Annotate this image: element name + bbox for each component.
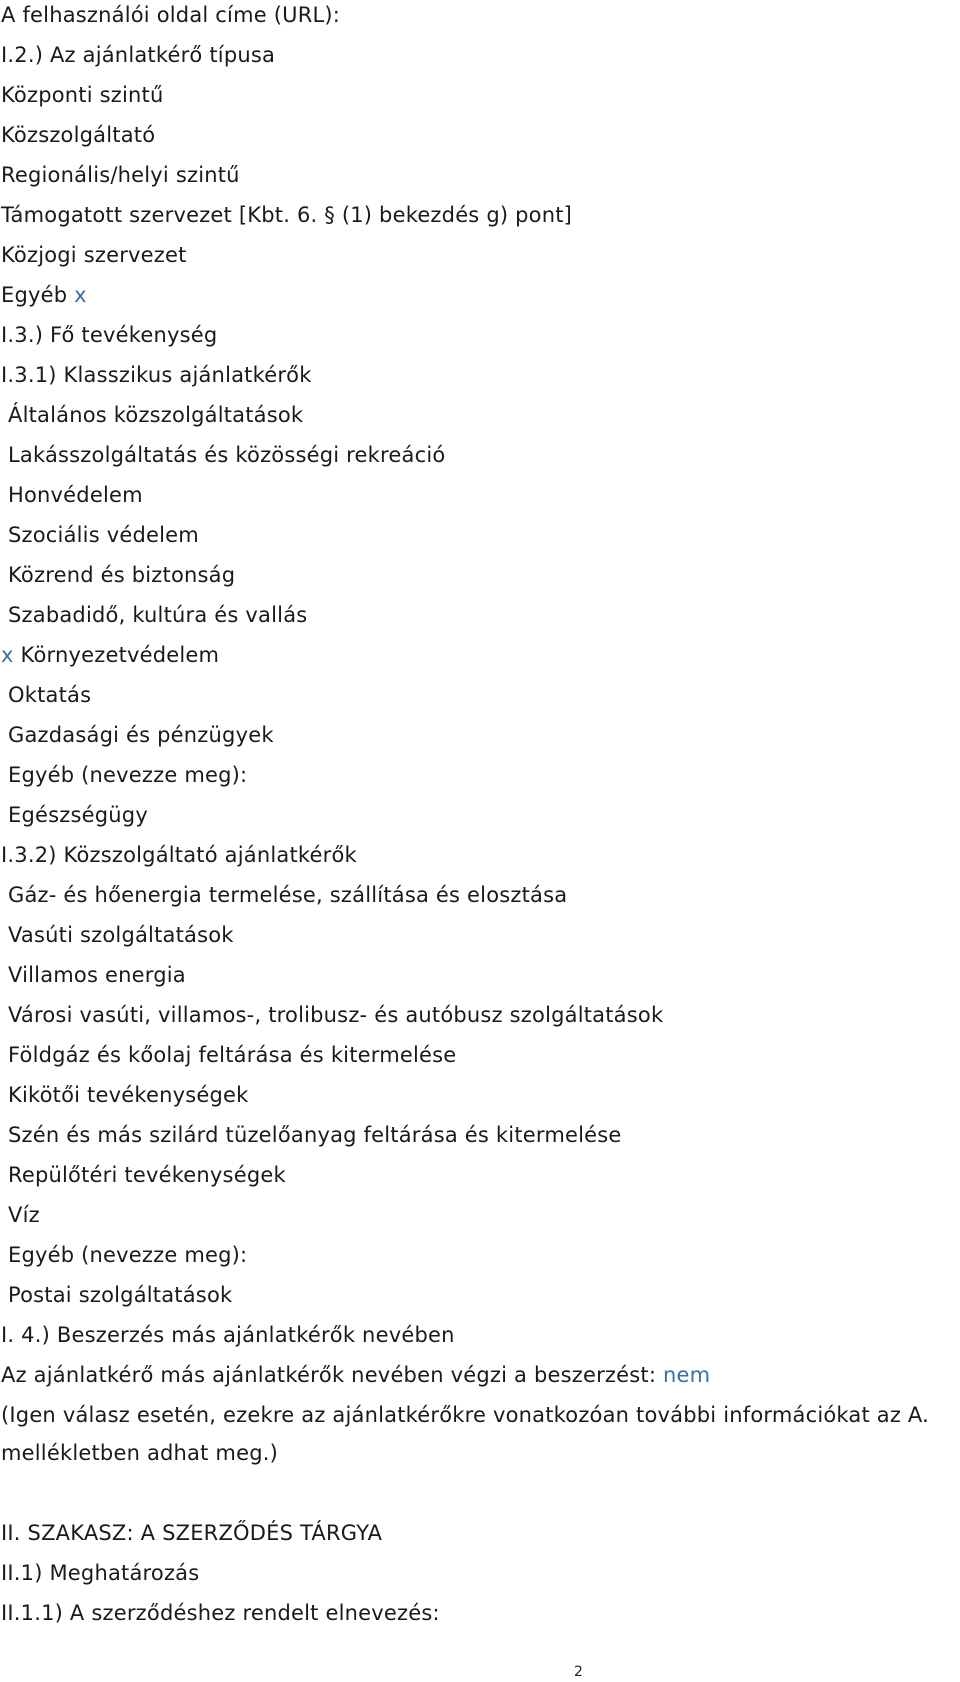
page-number: 2 (574, 1664, 583, 1680)
activity-option: Közrend és biztonság (8, 563, 236, 587)
selected-mark: x (1, 643, 14, 667)
authority-type-option: Közszolgáltató (1, 123, 156, 147)
utility-option: Városi vasúti, villamos-, trolibusz- és autóbusz szolgáltatások (8, 1003, 664, 1027)
section-ii11-heading: II.1.1) A szerződéshez rendelt elnevezés: (1, 1601, 440, 1625)
utility-option: Gáz- és hőenergia termelése, szállítása és elosztása (8, 883, 568, 907)
authority-type-option: Közjogi szervezet (1, 243, 187, 267)
activity-option: Oktatás (8, 683, 92, 707)
section-i2-heading: I.2.) Az ajánlatkérő típusa (1, 43, 276, 67)
utility-option: Egyéb (nevezze meg): (8, 1243, 248, 1267)
joint-procurement-note-line: (Igen válasz esetén, ezekre az ajánlatkérőkre vonatkozóan további információkat az A. (1, 1403, 930, 1427)
section-i31-heading: I.3.1) Klasszikus ajánlatkérők (1, 363, 312, 387)
utility-option: Repülőtéri tevékenységek (8, 1163, 286, 1187)
joint-procurement-question-text: Az ajánlatkérő más ajánlatkérők nevében végzi a beszerzést: (1, 1363, 657, 1387)
utility-option: Postai szolgáltatások (8, 1283, 233, 1307)
authority-type-other-label: Egyéb (1, 283, 68, 307)
joint-procurement-question (1, 1361, 710, 1389)
activity-option: Szabadidő, kultúra és vallás (8, 603, 308, 627)
activity-option: Gazdasági és pénzügyek (8, 723, 274, 747)
authority-type-option: Támogatott szervezet [Kbt. 6. § (1) bekezdés g) pont] (1, 203, 573, 227)
activity-option: Szociális védelem (8, 523, 199, 547)
utility-option: Földgáz és kőolaj feltárása és kitermelése (8, 1043, 457, 1067)
selected-mark: x (74, 283, 87, 307)
authority-type-option: Regionális/helyi szintű (1, 163, 240, 187)
activity-option: Egyéb (nevezze meg): (8, 763, 248, 787)
authority-type-other (1, 281, 87, 309)
utility-option: Szén és más szilárd tüzelőanyag feltárása és kitermelése (8, 1123, 622, 1147)
utility-option: Víz (8, 1203, 40, 1227)
utility-option: Vasúti szolgáltatások (8, 923, 234, 947)
section-i32-heading: I.3.2) Közszolgáltató ajánlatkérők (1, 843, 357, 867)
joint-procurement-note-line: mellékletben adhat meg.) (1, 1441, 279, 1465)
url-label: A felhasználói oldal címe (URL): (1, 3, 341, 27)
utility-option: Kikötői tevékenységek (8, 1083, 249, 1107)
activity-option-selected (1, 641, 219, 669)
section-ii-heading: II. SZAKASZ: A SZERZŐDÉS TÁRGYA (1, 1521, 383, 1545)
activity-option: Egészségügy (8, 803, 148, 827)
activity-option: Lakásszolgáltatás és közösségi rekreáció (8, 443, 446, 467)
section-i3-heading: I.3.) Fő tevékenység (1, 323, 218, 347)
activity-option: Honvédelem (8, 483, 143, 507)
utility-option: Villamos energia (8, 963, 186, 987)
joint-procurement-answer: nem (663, 1363, 711, 1387)
activity-option-selected-label: Környezetvédelem (20, 643, 220, 667)
authority-type-option: Központi szintű (1, 83, 164, 107)
activity-option: Általános közszolgáltatások (8, 403, 304, 427)
section-ii1-heading: II.1) Meghatározás (1, 1561, 200, 1585)
section-i4-heading: I. 4.) Beszerzés más ajánlatkérők nevében (1, 1323, 455, 1347)
